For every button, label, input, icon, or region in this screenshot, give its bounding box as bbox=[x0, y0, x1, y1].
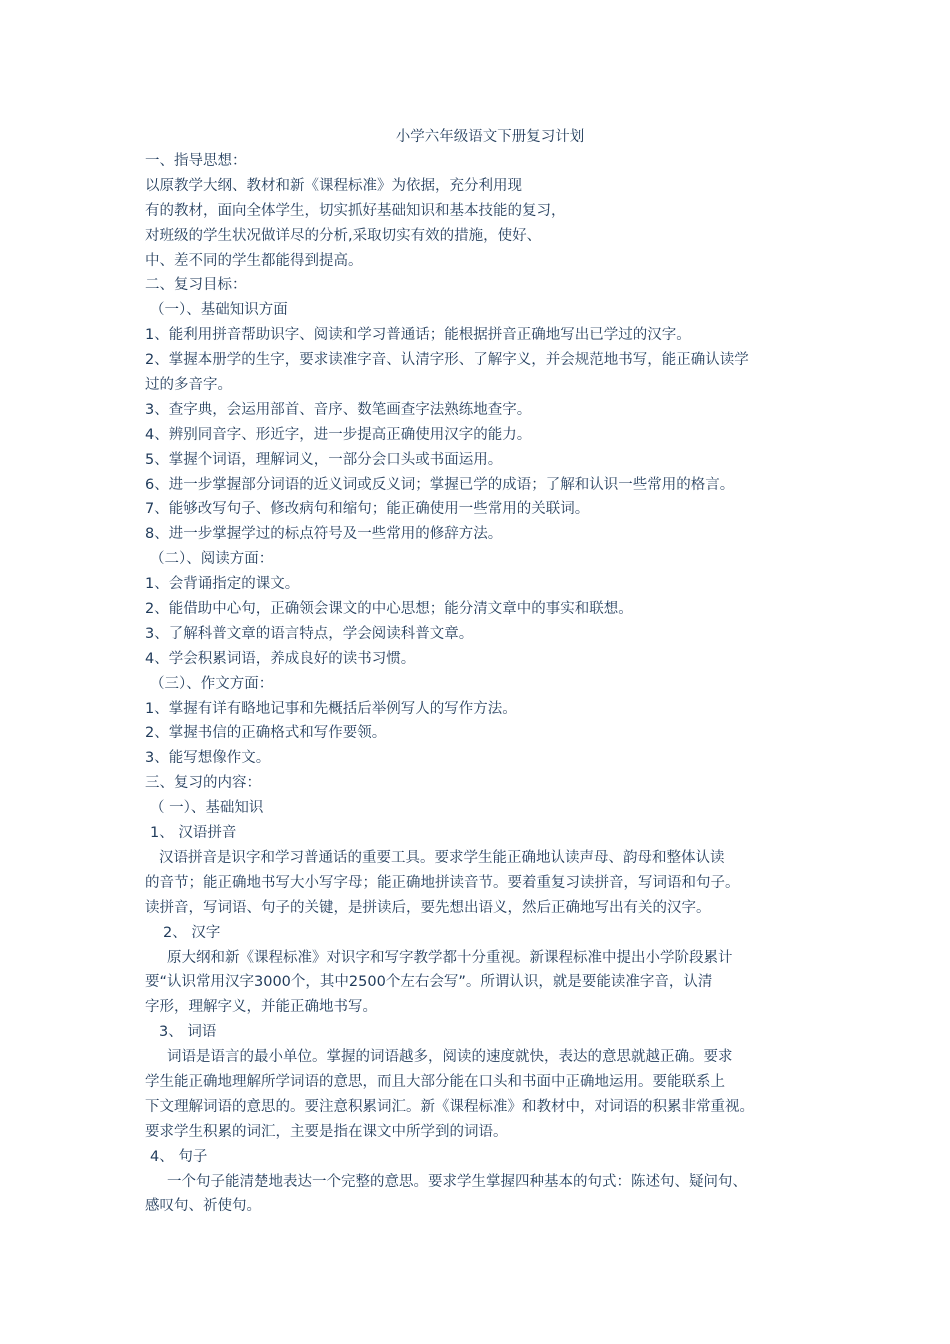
paragraph-line: 对班级的学生状况做详尽的分析,采取切实有效的措施，使好、 bbox=[145, 227, 542, 244]
paragraph-line: 要求学生积累的词汇，主要是指在课文中所学到的词语。 bbox=[145, 1123, 508, 1140]
paragraph-line: 以原教学大纲、教材和新《课程标准》为依据，充分利用现 bbox=[145, 177, 522, 194]
subsection-heading-reading: （二）、阅读方面： bbox=[150, 551, 274, 568]
list-item: 7、能够改写句子、修改病句和缩句；能正确使用一些常用的关联词。 bbox=[145, 501, 590, 518]
list-item: 5、掌握个词语，理解词义，一部分会口头或书面运用。 bbox=[145, 451, 503, 468]
list-item: 8、进一步掌握学过的标点符号及一些常用的修辞方法。 bbox=[145, 526, 503, 543]
subsection-heading-basics: （ 一）、基础知识 bbox=[150, 800, 264, 817]
section-heading-review-content: 三、复习的内容： bbox=[145, 775, 261, 792]
document-body bbox=[145, 149, 815, 1219]
paragraph-line: 的音节；能正确地书写大小写字母；能正确地拼读音节。要着重复习读拼音，写词语和句子。 bbox=[145, 874, 740, 891]
paragraph-line: 汉语拼音是识字和学习普通话的重要工具。要求学生能正确地认读声母、韵母和整体认读 bbox=[159, 849, 725, 866]
paragraph-line: 学生能正确地理解所学词语的意思，而且大部分能在口头和书面中正确地运用。要能联系上 bbox=[145, 1073, 725, 1090]
topic-heading-characters: 2、 汉字 bbox=[163, 924, 221, 941]
paragraph-line: 读拼音，写词语、句子的关键，是拼读后，要先想出语义，然后正确地写出有关的汉字。 bbox=[145, 899, 711, 916]
paragraph-line: 一个句子能清楚地表达一个完整的意思。要求学生掌握四种基本的句式：陈述句、疑问句、 bbox=[167, 1173, 747, 1190]
list-item: 1、会背诵指定的课文。 bbox=[145, 576, 300, 593]
list-item: 2、能借助中心句，正确领会课文的中心思想；能分清文章中的事实和联想。 bbox=[145, 601, 633, 618]
document-title: 小学六年级语文下册复习计划 bbox=[395, 129, 585, 145]
section-heading-guiding-ideology: 一、指导思想： bbox=[145, 153, 247, 169]
paragraph-line: 下文理解词语的意思的。要注意积累词汇。新《课程标准》和教材中，对词语的积累非常重视。 bbox=[145, 1098, 754, 1115]
topic-heading-pinyin: 1、 汉语拼音 bbox=[150, 825, 237, 842]
list-item: 1、能利用拼音帮助识字、阅读和学习普通话；能根据拼音正确地写出已学过的汉字。 bbox=[145, 327, 691, 344]
paragraph-line: 原大纲和新《课程标准》对识字和写字教学都十分重视。新课程标准中提出小学阶段累计 bbox=[167, 949, 733, 966]
list-item: 4、学会积累词语，养成良好的读书习惯。 bbox=[145, 650, 416, 667]
topic-heading-words: 3、 词语 bbox=[159, 1024, 217, 1041]
list-item: 1、掌握有详有略地记事和先概括后举例写人的写作方法。 bbox=[145, 700, 517, 717]
list-item: 6、进一步掌握部分词语的近义词或反义词；掌握已学的成语；了解和认识一些常用的格言。 bbox=[145, 476, 735, 493]
subsection-heading-writing: （三）、作文方面： bbox=[150, 675, 274, 692]
list-item: 4、辨别同音字、形近字，进一步提高正确使用汉字的能力。 bbox=[145, 426, 532, 443]
list-item-continuation: 过的多音字。 bbox=[145, 377, 232, 394]
subsection-heading-basic-knowledge: （一）、基础知识方面 bbox=[150, 302, 288, 319]
list-item: 2、掌握本册学的生字，要求读准字音、认清字形、了解字义，并会规范地书写，能正确认读学 bbox=[145, 352, 749, 369]
paragraph-line: 字形，理解字义，并能正确地书写。 bbox=[145, 999, 377, 1016]
list-item: 3、了解科普文章的语言特点，学会阅读科普文章。 bbox=[145, 625, 474, 642]
paragraph-line: 要“认识常用汉字3000个，其中2500个左右会写”。所谓认识，就是要能读准字音，认清 bbox=[145, 974, 713, 991]
paragraph-line: 感叹句、祈使句。 bbox=[145, 1198, 261, 1215]
list-item: 3、能写想像作文。 bbox=[145, 750, 271, 767]
paragraph-line: 词语是语言的最小单位。掌握的词语越多，阅读的速度就快，表达的意思就越正确。要求 bbox=[167, 1049, 733, 1066]
list-item: 2、掌握书信的正确格式和写作要领。 bbox=[145, 725, 387, 742]
paragraph-line: 中、差不同的学生都能得到提高。 bbox=[145, 252, 363, 269]
topic-heading-sentences: 4、 句子 bbox=[150, 1148, 208, 1165]
list-item: 3、查字典，会运用部首、音序、数笔画查字法熟练地查字。 bbox=[145, 401, 532, 418]
paragraph-line: 有的教材，面向全体学生，切实抓好基础知识和基本技能的复习， bbox=[145, 202, 566, 219]
section-heading-review-goals: 二、复习目标： bbox=[145, 277, 247, 294]
